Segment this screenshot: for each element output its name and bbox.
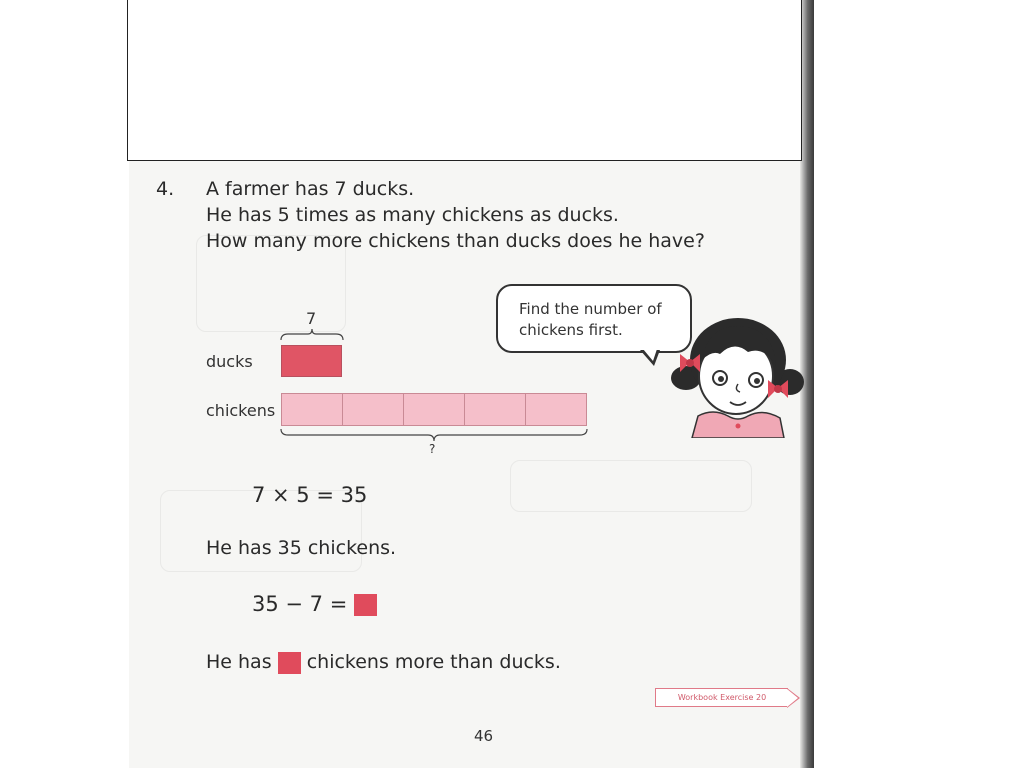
chicken-bar-unit [526, 394, 586, 425]
workbook-tab-arrow-fill [787, 689, 798, 707]
result-sentence-1: He has 35 chickens. [206, 537, 397, 559]
equation-subtract-text: 35 − 7 = [252, 592, 348, 616]
chicken-brace [280, 428, 588, 442]
chicken-bar-unit [343, 394, 404, 425]
chicken-bar-unit [404, 394, 465, 425]
speech-bubble-tail-fill [643, 349, 657, 361]
girl-illustration [668, 310, 808, 438]
result-sentence-2-after: chickens more than ducks. [306, 651, 561, 673]
answer-space-box [127, 0, 802, 161]
problem-line-1: A farmer has 7 ducks. [206, 178, 415, 200]
equation-multiply: 7 × 5 = 35 [252, 483, 368, 507]
result-sentence-2 [206, 651, 561, 674]
show-through-artifact [510, 460, 752, 512]
chicken-bar-unit [282, 394, 343, 425]
chicken-bar [281, 393, 587, 426]
question-number: 4. [156, 178, 175, 200]
equation-subtract [252, 592, 377, 616]
ducks-label: ducks [206, 352, 253, 371]
chicken-bar-unit [465, 394, 526, 425]
answer-placeholder-box [354, 594, 377, 616]
result-sentence-2-before: He has [206, 651, 272, 673]
duck-brace [280, 328, 344, 342]
speech-bubble-line-1: Find the number of [519, 300, 662, 318]
duck-value-label: 7 [306, 309, 317, 328]
total-question-label: ? [429, 442, 436, 456]
problem-line-3: How many more chickens than ducks does he have? [206, 230, 705, 252]
chickens-label: chickens [206, 401, 276, 420]
problem-line-2: He has 5 times as many chickens as ducks. [206, 204, 619, 226]
speech-bubble-line-2: chickens first. [519, 321, 623, 339]
answer-placeholder-box-2 [278, 652, 301, 674]
page-number: 46 [474, 727, 494, 745]
speech-bubble [496, 284, 692, 353]
duck-bar [281, 345, 342, 377]
workbook-exercise-tab: Workbook Exercise 20 [655, 688, 788, 707]
